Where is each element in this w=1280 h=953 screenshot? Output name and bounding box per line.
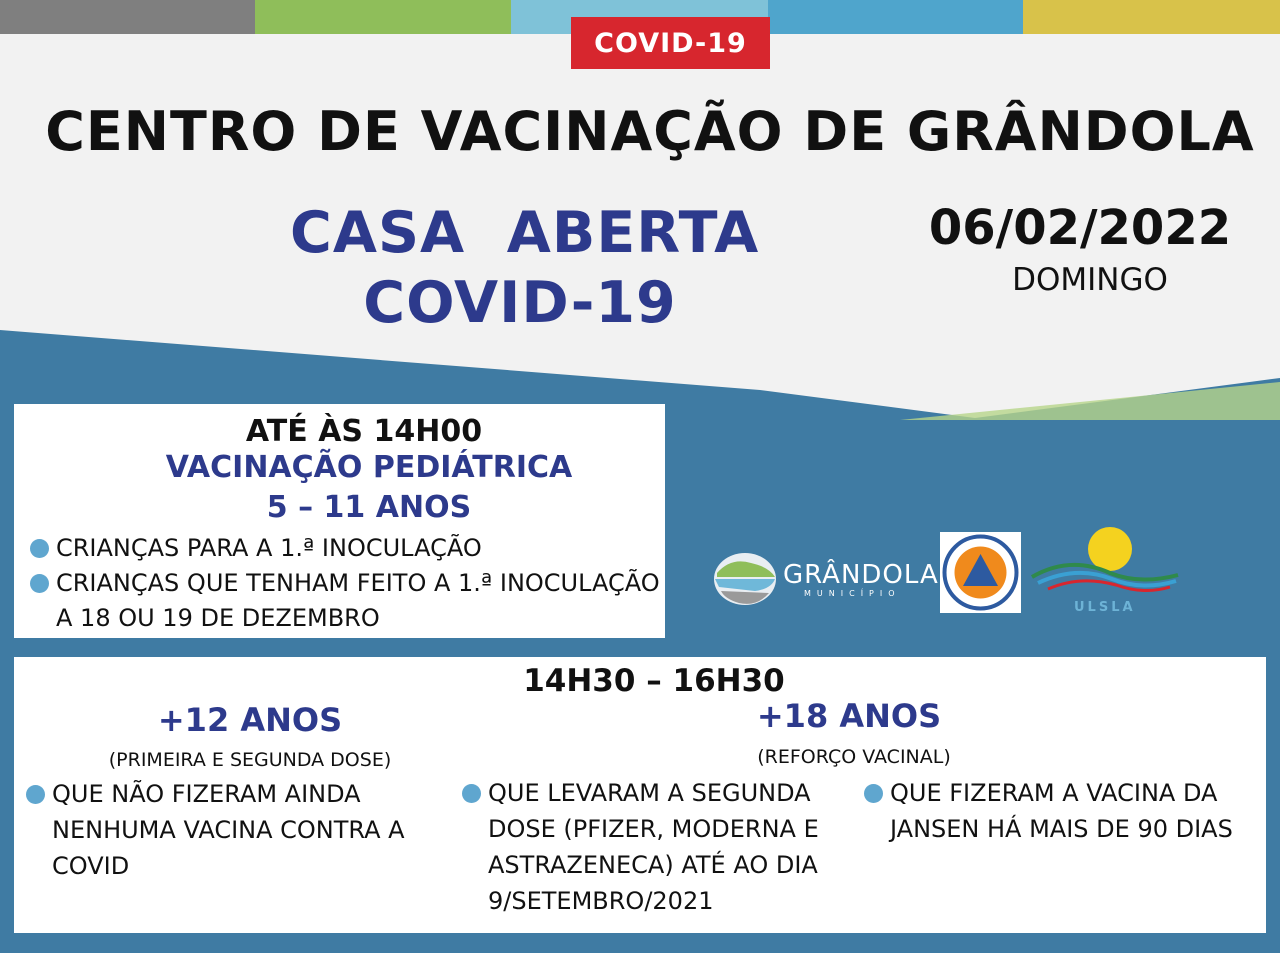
list-item-text: A 18 OU 19 DE DEZEMBRO [56,604,380,632]
page-title: CENTRO DE VACINAÇÃO DE GRÂNDOLA [45,100,1255,163]
grandola-logo-text: GRÂNDOLA [783,560,939,590]
list-item-text: QUE NÃO FIZERAM AINDA [52,780,361,808]
list-item-text: JANSEN HÁ MAIS DE 90 DIAS [890,815,1233,843]
event-date: 06/02/2022 [928,200,1232,256]
list-item-text: 9/SETEMBRO/2021 [488,887,714,915]
pediatric-time: ATÉ ÀS 14H00 [245,414,483,449]
grandola-logo-subtitle: MUNICÍPIO [804,589,901,598]
list-item-text: COVID [52,852,130,880]
list-item-continuation [56,600,380,636]
event-title-line1: CASA ABERTA [290,200,760,266]
event-weekday: DOMINGO [1012,262,1168,298]
ulsla-logo-text: ULSLA [1074,600,1136,615]
list-item-text: CRIANÇAS PARA A 1.ª INOCULAÇÃO [56,534,482,562]
top-bar-green [255,0,511,34]
protecao-civil-icon [940,532,1021,613]
list-item [890,775,1233,847]
bullet-icon [26,785,45,804]
list-item [56,530,482,566]
pediatric-title: VACINAÇÃO PEDIÁTRICA [165,450,573,485]
group12-note: (PRIMEIRA E SEGUNDA DOSE) [108,749,392,771]
list-item-text: DOSE (PFIZER, MODERNA E [488,815,819,843]
group12-age: +12 ANOS [157,701,343,739]
afternoon-time: 14H30 – 16H30 [523,663,785,699]
pediatric-ages: 5 – 11 ANOS [266,490,472,525]
list-item-text: CRIANÇAS QUE TENHAM FEITO A 1.ª INOCULAÇÃO [56,569,660,597]
pediatric-box [14,404,665,638]
bullet-icon [864,784,883,803]
covid-tag: COVID-19 [571,17,770,69]
top-bar-gray [0,0,255,34]
list-item-text: QUE FIZERAM A VACINA DA [890,779,1218,807]
event-title [290,200,760,336]
group18-age: +18 ANOS [756,697,942,735]
event-title-line2: COVID-19 [363,270,677,336]
list-item-text: QUE LEVARAM A SEGUNDA [488,779,811,807]
list-item [488,775,819,919]
list-item-text: NENHUMA VACINA CONTRA A [52,816,405,844]
list-item [52,776,405,884]
bullet-icon [30,539,49,558]
top-bar-yellow [1023,0,1280,34]
top-bar-blue [768,0,1023,34]
list-item [56,565,660,601]
bullet-icon [462,784,481,803]
list-item-text: ASTRAZENECA) ATÉ AO DIA [488,851,818,879]
afternoon-box [14,657,1266,933]
group18-note: (REFORÇO VACINAL) [757,746,951,768]
bullet-icon [30,574,49,593]
